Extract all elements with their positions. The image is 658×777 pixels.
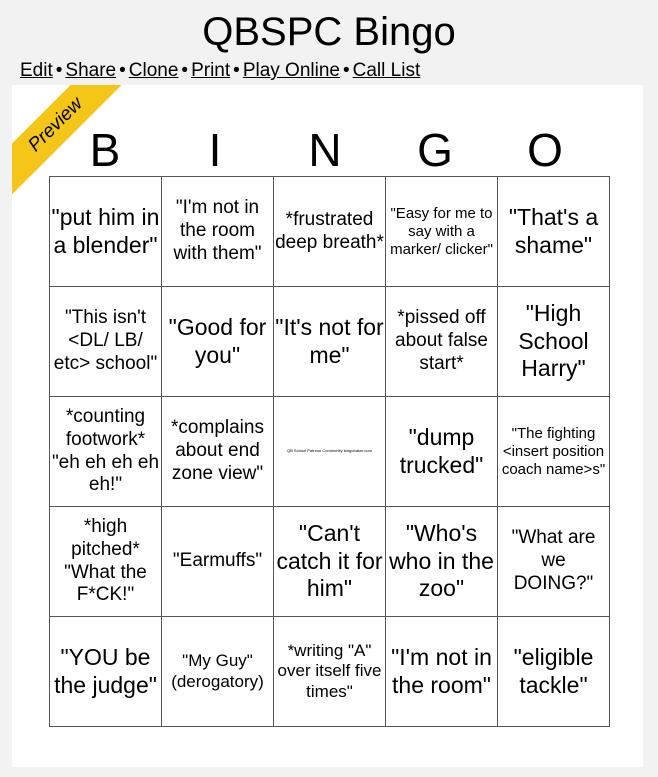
bingo-header [50, 125, 600, 175]
action-links [20, 59, 420, 83]
link-separator: • [55, 60, 63, 81]
bingo-cell[interactable]: "I'm not in the room with them" [162, 177, 274, 287]
bingo-cell[interactable]: "Can't catch it for him" [274, 507, 386, 617]
bingo-cell[interactable]: *frustrated deep breath* [274, 177, 386, 287]
bingo-cell[interactable]: *high pitched* "What the F*CK!" [50, 507, 162, 617]
grid-row [50, 617, 610, 727]
header-letter-b: B [89, 124, 121, 176]
preview-ribbon: Preview [12, 85, 125, 194]
play-online-link[interactable]: Play Online [242, 60, 340, 81]
bingo-cell[interactable]: *writing "A" over itself five times" [274, 617, 386, 727]
link-separator: • [181, 60, 189, 81]
page-title: QBSPC Bingo [202, 10, 456, 54]
grid-row [50, 507, 610, 617]
header-letter-n: N [308, 124, 342, 176]
call-list-link[interactable]: Call List [352, 60, 421, 81]
bingo-cell[interactable]: *counting footwork* "eh eh eh eh eh!" [50, 397, 162, 507]
bingo-cell[interactable]: "This isn't <DL/ LB/ etc> school" [50, 287, 162, 397]
clone-link[interactable]: Clone [128, 60, 179, 81]
edit-link[interactable]: Edit [20, 60, 53, 81]
link-separator: • [119, 60, 126, 81]
print-link[interactable]: Print [191, 60, 231, 81]
grid-row [50, 397, 610, 507]
bingo-cell[interactable]: "What are we DOING?" [498, 507, 610, 617]
header-letter-i: I [208, 124, 222, 176]
bingo-cell[interactable]: "put him in a blender" [50, 177, 162, 287]
bingo-cell[interactable]: "eligible tackle" [498, 617, 610, 727]
bingo-card [12, 85, 643, 767]
bingo-cell[interactable]: "Earmuffs" [162, 507, 274, 617]
bingo-cell[interactable]: *pissed off about false start* [386, 287, 498, 397]
bingo-cell[interactable]: "High School Harry" [498, 287, 610, 397]
bingo-cell[interactable]: "The fighting <insert position coach name>s" [498, 397, 610, 507]
link-separator: • [233, 60, 240, 81]
header-letter-o: O [527, 124, 563, 176]
link-separator: • [342, 60, 350, 81]
bingo-cell[interactable]: "I'm not in the room" [386, 617, 498, 727]
bingo-cell[interactable]: "dump trucked" [386, 397, 498, 507]
bingo-cell[interactable]: "My Guy" (derogatory) [162, 617, 274, 727]
grid-row [50, 177, 610, 287]
header-letter-g: G [417, 124, 453, 176]
bingo-grid [49, 176, 610, 727]
free-space-cell[interactable]: QB School Patreon Community bingobaker.com [274, 397, 386, 507]
bingo-cell[interactable]: "YOU be the judge" [50, 617, 162, 727]
bingo-cell[interactable]: "Good for you" [162, 287, 274, 397]
bingo-cell[interactable]: "It's not for me" [274, 287, 386, 397]
bingo-cell[interactable]: "That's a shame" [498, 177, 610, 287]
grid-row [50, 287, 610, 397]
bingo-cell[interactable]: "Who's who in the zoo" [386, 507, 498, 617]
share-link[interactable]: Share [65, 60, 117, 81]
bingo-cell[interactable]: *complains about end zone view" [162, 397, 274, 507]
bingo-cell[interactable]: "Easy for me to say with a marker/ clicker" [386, 177, 498, 287]
